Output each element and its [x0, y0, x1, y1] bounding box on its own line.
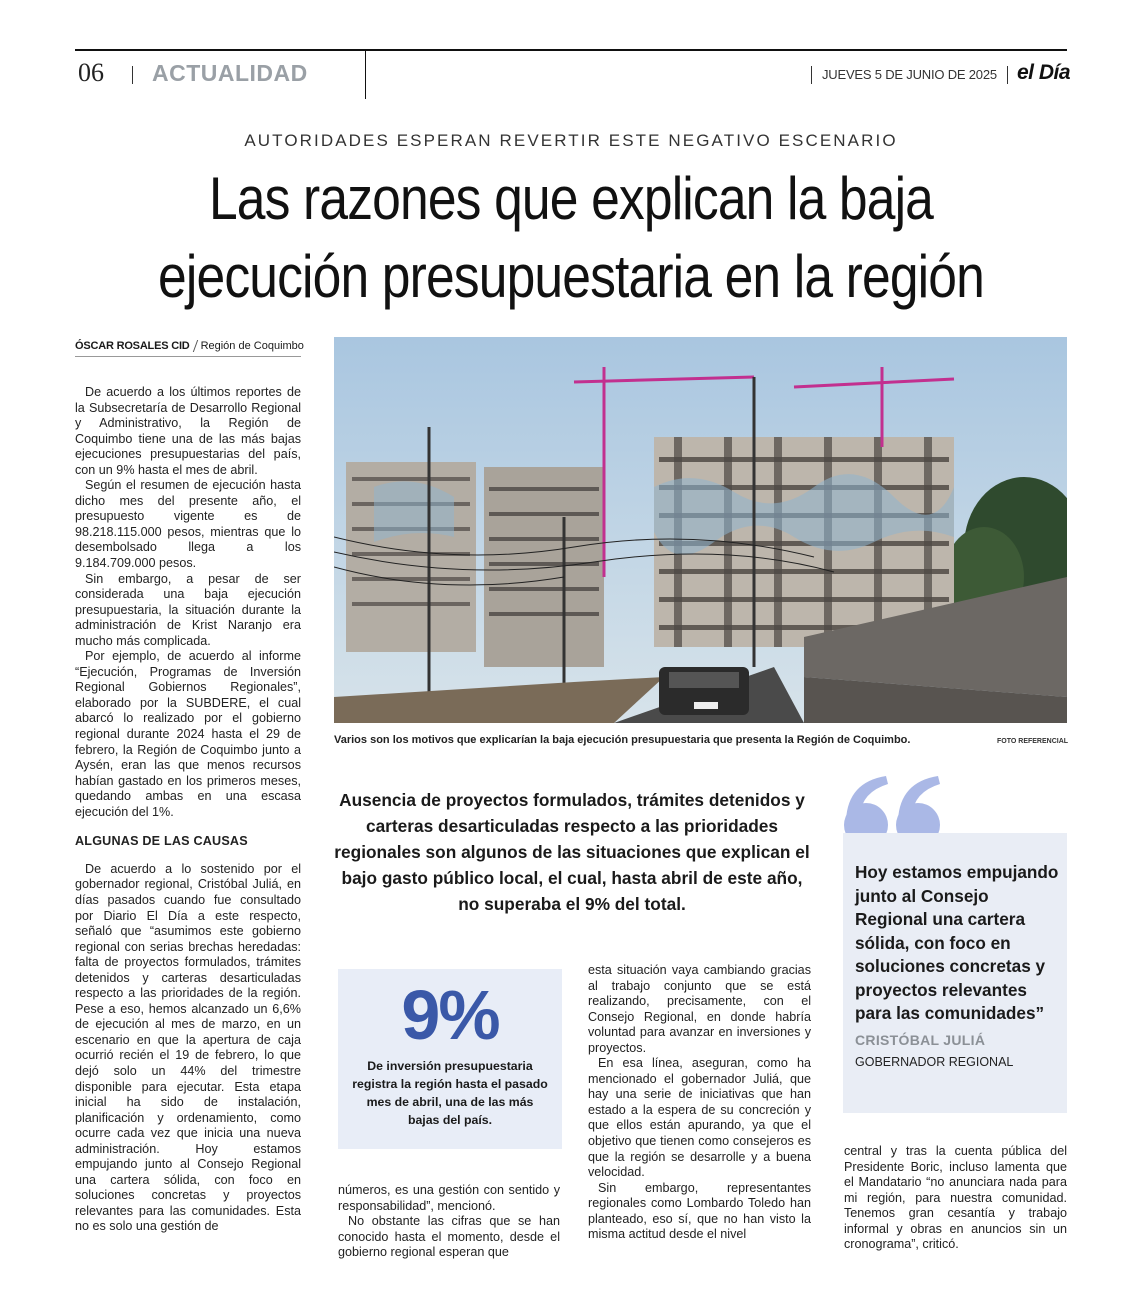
subhead: ALGUNAS DE LAS CAUSAS	[75, 834, 248, 849]
quote-author: CRISTÓBAL JULIÁ	[855, 1032, 986, 1048]
byline-rule	[75, 356, 301, 357]
stat-text: De inversión presupuestaria registra la región hasta el pasado mes de abril, una de las más bajas del país.	[352, 1059, 548, 1127]
stat-value: 9%	[401, 976, 499, 1054]
newspaper-logo: el Día	[1017, 61, 1071, 84]
headline-line-1: Las razones que explican la baja	[208, 165, 934, 232]
paragraph: De acuerdo a lo sostenido por el gobernador regional, Cristóbal Juliá, en días pasados cuando fue consultado por Diario El Día a este respecto, señaló que “asumimos este gobierno regional con serias brechas heredadas: falta de proyectos formulados, trámites detenidos y carteras desarticuladas respecto a las prioridades de la región. Pese a eso, hemos alcanzado un 6,6% de ejecución al mes de marzo, en un escenario en que la apertura de caja ocurrió recién el 19 de febrero, lo que dejó solo un 44% del trimestre disponible para ejecutar. Esta etapa inicial ha sido de instalación, planificación y ordenamiento, como ocurre cada vez que inicia una nueva administración. Hoy estamos empujando junto al Consejo Regional una cartera sólida, con foco en soluciones concretas y proyectos relevantes para las comunidades. Esta no es solo una gestión de	[75, 861, 301, 1234]
paragraph: Por ejemplo, de acuerdo al informe “Ejecución, Programas de Inversión Regional Gobiernos Regionales”, elaborado por la SUBDERE, el cual abarcó lo realizado por el gobierno regional durante 2024 hasta el 29 de febrero, la Región de Coquimbo junto a Aysén, eran las que menos recursos habían gastado en los primeros meses, quedando ambas en una escasa ejecución del 1%.	[75, 649, 301, 819]
pull-quote	[843, 833, 1067, 1113]
byline-location: Región de Coquimbo	[200, 340, 304, 352]
header-divider	[365, 51, 366, 99]
stat-box	[338, 969, 562, 1149]
header-separator	[132, 66, 133, 84]
headline-line-2: ejecución presupuestaria en la región	[158, 243, 984, 310]
byline	[75, 340, 304, 352]
column-4	[844, 1144, 1067, 1253]
column-3	[588, 963, 811, 1243]
headline	[132, 160, 1011, 316]
column-1	[75, 385, 301, 1235]
photo-caption: Varios son los motivos que explicarían la baja ejecución presupuestaria que presenta la Región de Coquimbo.	[334, 734, 911, 746]
column-2	[338, 1183, 560, 1261]
paragraph: esta situación vaya cambiando gracias al trabajo conjunto que se está realizando, precisamente, con el Consejo Regional, en donde habría voluntad para avanzar en inversiones y proyectos.	[588, 963, 811, 1055]
photo-credit: FOTO REFERENCIAL	[997, 738, 1069, 745]
paragraph: central y tras la cuenta pública del Presidente Boric, incluso lamenta que el Mandatario “no anunciara nada para mi región, para nuestra comunidad. Tenemos gran cesantía y trabajo informal y obras en anuncios sin un cronograma”, criticó.	[844, 1144, 1067, 1252]
quote-text: Hoy estamos empujando junto al Consejo Regional una cartera sólida, con foco en soluciones concretas y proyectos relevantes para las comunidades”	[855, 862, 1059, 1023]
article-photo	[334, 337, 1067, 723]
paragraph: Sin embargo, representantes regionales como Lombardo Toledo han planteado, eso sí, que no han visto la misma actitud desde el nivel	[588, 1180, 811, 1242]
issue-date: JUEVES 5 DE JUNIO DE 2025	[822, 67, 997, 82]
paragraph: Sin embargo, a pesar de ser considerada una baja ejecución presupuestaria, la situación durante la administración de Krist Naranjo era mucho más complicada.	[75, 571, 301, 648]
byline-slash	[192, 340, 197, 352]
header-separator	[1007, 66, 1008, 84]
paragraph: números, es una gestión con sentido y responsabilidad”, mencionó.	[338, 1183, 560, 1213]
construction-photo-illustration	[334, 337, 1067, 723]
kicker: AUTORIDADES ESPERAN REVERTIR ESTE NEGATIVO ESCENARIO	[244, 131, 898, 150]
lead-paragraph: Ausencia de proyectos formulados, trámites detenidos y carteras desarticuladas respecto a las prioridades regionales son algunos de las situaciones que explican el bajo gasto público local, el cual, hasta abril de este año, no superaba el 9% del total.	[334, 790, 810, 914]
section-label: ACTUALIDAD	[152, 60, 308, 86]
paragraph: De acuerdo a los últimos reportes de la Subsecretaría de Desarrollo Regional y Administrativo, la Región de Coquimbo tiene una de las más bajas ejecuciones presupuestarias del país, con un 9% hasta el mes de abril.	[75, 385, 301, 477]
byline-author: ÓSCAR ROSALES CID	[75, 340, 190, 352]
header-separator	[811, 66, 812, 84]
page-number: 06	[78, 58, 104, 87]
quote-role: GOBERNADOR REGIONAL	[855, 1055, 1014, 1069]
paragraph: No obstante las cifras que se han conocido hasta el momento, desde el gobierno regional esperan que	[338, 1214, 560, 1260]
paragraph: Según el resumen de ejecución hasta dicho mes del presente año, el presupuesto vigente es de 98.218.115.000 pesos, mientras que lo desembolsado llega a los 9.184.709.000 pesos.	[75, 478, 301, 571]
paragraph: En esa línea, aseguran, como ha mencionado el gobernador Juliá, que hay una serie de iniciativas que han estado a la espera de su concreción y que ellos están apurando, ya que el objetivo que tienen como consejeros es que la región se desarrolle y a buena velocidad.	[588, 1056, 811, 1180]
header-rule	[75, 49, 1067, 51]
